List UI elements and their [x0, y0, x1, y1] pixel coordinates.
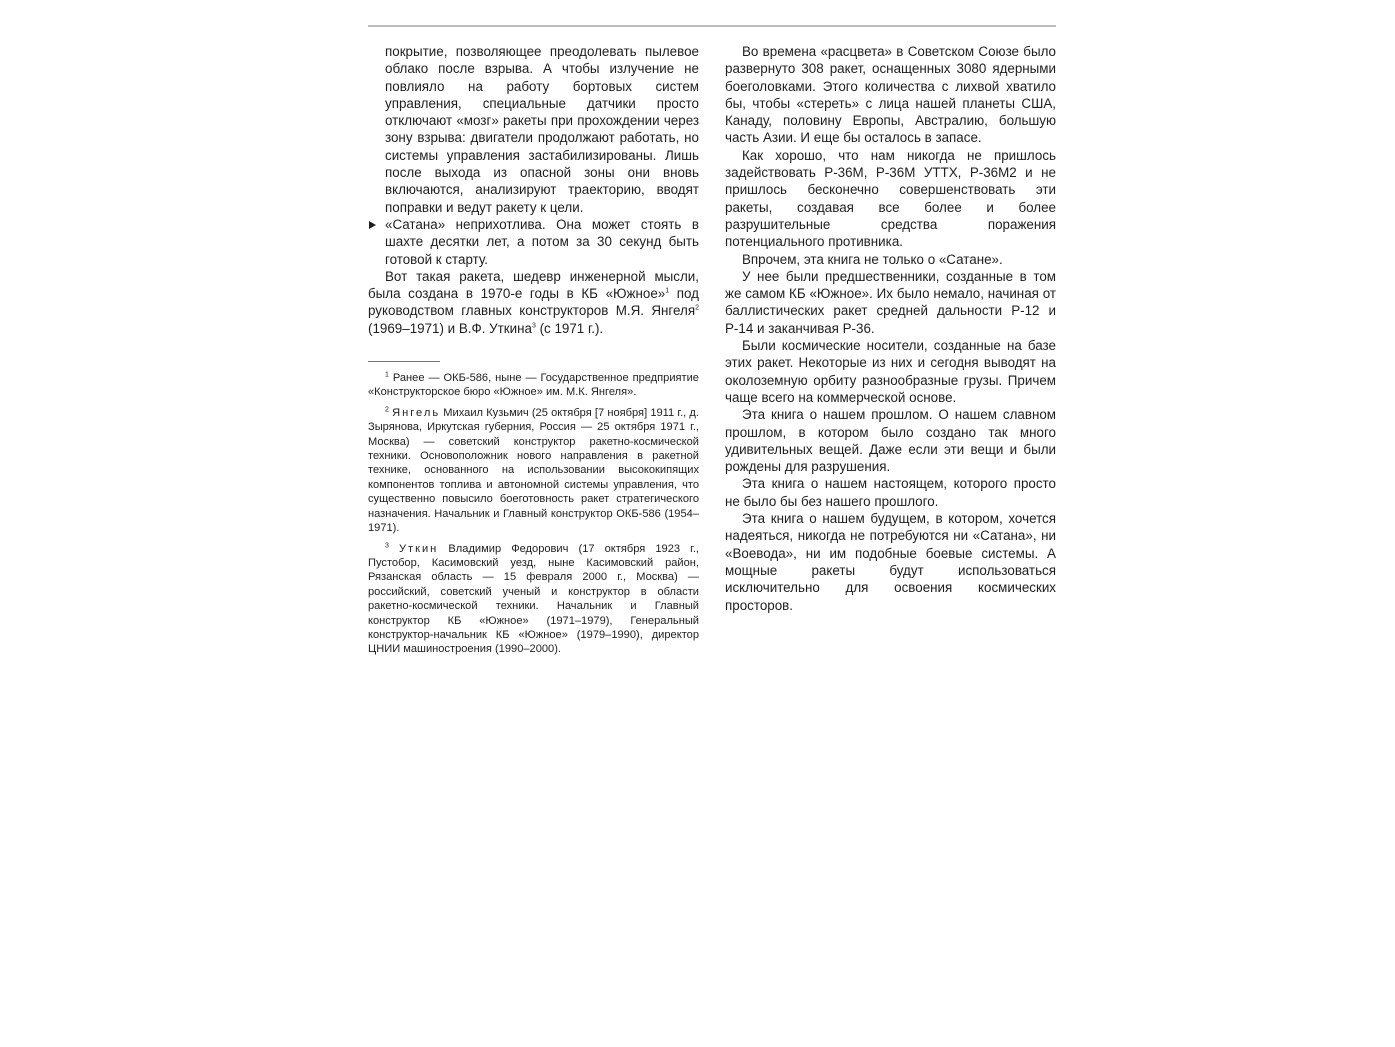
paragraph-text: (с 1971 г.). [535, 320, 604, 336]
footnote-ref-3[interactable]: 3 [531, 322, 536, 330]
paragraph: Эта книга о нашем прошлом. О нашем славном прошлом, в котором было создано так много удивительных вещей. Даже если эти вещи и были рождены для разрушения. [725, 407, 1056, 475]
footnote-2 [368, 406, 699, 536]
paragraph [368, 268, 699, 337]
footnote-number: 1 [385, 371, 389, 379]
paragraph: Как хорошо, что нам никогда не пришлось задействовать Р-36М, Р-36М УТТХ, Р-36М2 и не пришлось бесконечно совершенствовать эти ракеты, создавая все более и более разрушительные средства поражения потенциального противника. [725, 147, 1056, 250]
paragraph-continuation: покрытие, позволяющее преодолевать пылевое облако после взрыва. А чтобы излучение не повлияло на работу бортовых систем управления, специальные датчики просто отключают «мозг» ракеты при прохождении через зону взрыва: двигатели продолжают работать, но системы управления застабилизированы. Лишь после выхода из опасной зоны они вновь включаются, анализируют траекторию, вводят поправки и ведут ракету к цели. [385, 44, 699, 215]
footnote-text: Владимир Федорович (17 октября 1923 г., Пустобор, Касимовский уезд, ныне Касимовский район, Рязанская область — 15 февраля 2000 г., Москва) — российский, советский ученый и конструктор в области ракетно-космической техники. Начальник и Главный конструктор КБ «Южное» (1971–1979), Генеральный конструктор-начальник КБ «Южное» (1979–1990), директор ЦНИИ машиностроения (1990–2000). [368, 542, 699, 656]
bullet-text: «Сатана» неприхотлива. Она может стоять в шахте десятки лет, а потом за 30 секунд быть готовой к старту. [385, 216, 699, 267]
footnote-surname: Уткин [399, 542, 439, 555]
header-rule [368, 25, 1056, 27]
footnote-surname: Янгель [392, 406, 441, 419]
footnote-1 [368, 371, 699, 400]
paragraph: Эта книга о нашем будущем, в котором, хочется надеяться, никогда не потребуются ни «Сатана», ни «Воевода», ни им подобные боевые системы. А мощные ракеты будут использоваться исключительно для освоения космических просторов. [725, 511, 1056, 613]
footnote-text: Ранее — ОКБ-586, ныне — Государственное предприятие «Конструкторское бюро «Южное» им. М.К. Янгеля». [368, 372, 699, 399]
triangle-bullet-icon [369, 221, 376, 229]
paragraph-text: Вот такая ракета, шедевр инженерной мысли, была создана в 1970-е годы в КБ «Южное» [368, 268, 699, 302]
footnote-number: 2 [385, 406, 389, 414]
paragraph: Впрочем, эта книга не только о «Сатане». [742, 251, 1003, 267]
footnote-ref-1[interactable]: 1 [665, 287, 670, 295]
paragraph: Эта книга о нашем настоящем, которого просто не было бы без нашего прошлого. [725, 476, 1056, 509]
left-column [368, 43, 699, 663]
paragraph-text: под руководством главных конструкторов М.Я. Янгеля [368, 286, 699, 319]
paragraph: Были космические носители, созданные на базе этих ракет. Некоторые из них и сегодня выводят на околоземную орбиту разнообразные грузы. Причем чаще всего на коммерческой основе. [725, 338, 1056, 405]
paragraph: У нее были предшественники, созданные в том же самом КБ «Южное». Их было немало, начиная от баллистических ракет средней дальности Р-12 и Р-14 и заканчивая Р-36. [725, 268, 1056, 336]
footnote-rule [368, 361, 440, 362]
bullet-item [368, 216, 699, 268]
paragraph: Во времена «расцвета» в Советском Союзе было развернуто 308 ракет, оснащенных 3080 ядерными боеголовками. Этого количества с лихвой хватило бы, чтобы «стереть» с лица нашей планеты США, Канаду, половину Европы, Австралию, большую часть Азии. И еще бы осталось в запасе. [725, 44, 1056, 146]
footnote-number: 3 [385, 541, 389, 549]
footnote-text: Михаил Кузьмич (25 октября [7 ноября] 1911 г., д. Зырянова, Иркутская губерния, Россия — 25 октября 1971 г., Москва) — советский конструктор ракетно-космической техники. Основоположник нового направления в ракетной технике, основанного на использовании высококипящих компонентов топлива и автономной системы управления, что существенно повысило боеготовность ракет стратегического назначения. Начальник и Главный конструктор ОКБ-586 (1954–1971). [368, 406, 699, 535]
right-column [725, 43, 1056, 614]
footnote-ref-2[interactable]: 2 [695, 304, 699, 312]
paragraph-text: (1969–1971) и В.Ф. Уткина [368, 320, 532, 336]
footnote-3 [368, 542, 699, 657]
